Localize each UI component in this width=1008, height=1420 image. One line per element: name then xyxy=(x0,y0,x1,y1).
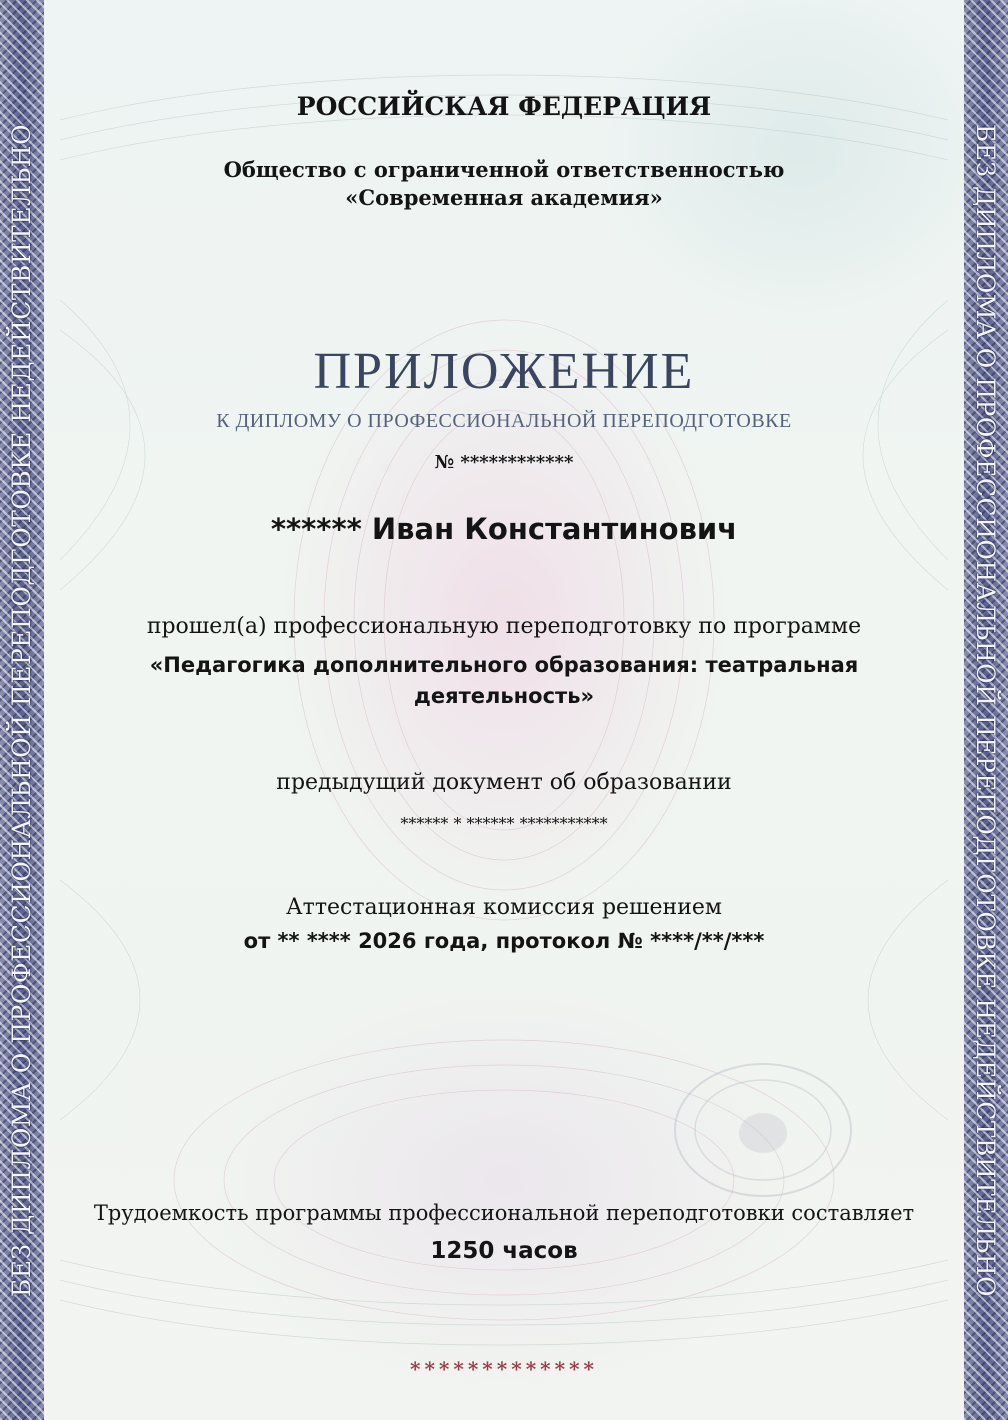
commission-decision: от ** **** 2026 года, протокол № ****/**/*** xyxy=(243,929,765,953)
labor-hours: 1250 часов xyxy=(430,1238,578,1264)
right-security-border xyxy=(964,0,1008,1420)
labor-intensity-label: Трудоемкость программы профессиональной переподготовки составляет xyxy=(93,1201,915,1225)
program-name-line1: «Педагогика дополнительного образования: театральная xyxy=(149,653,859,677)
program-intro: прошел(а) профессиональную переподготовку по программе xyxy=(146,614,862,639)
program-name-line2: деятельность» xyxy=(413,684,595,708)
document-subtitle: К ДИПЛОМУ О ПРОФЕССИОНАЛЬНОЙ ПЕРЕПОДГОТОВКЕ xyxy=(216,410,792,432)
right-border-text: БЕЗ ДИПЛОМА О ПРОФЕССИОНАЛЬНОЙ ПЕРЕПОДГОТОВКЕ НЕДЕЙСТВИТЕЛЬНО xyxy=(971,123,1001,1297)
country-heading: РОССИЙСКАЯ ФЕДЕРАЦИЯ xyxy=(296,92,712,121)
previous-document-label: предыдущий документ об образовании xyxy=(276,770,732,795)
organization-name: «Современная академия» xyxy=(345,185,663,210)
document-title: ПРИЛОЖЕНИЕ xyxy=(313,343,695,400)
left-border-text: БЕЗ ДИПЛОМА О ПРОФЕССИОНАЛЬНОЙ ПЕРЕПОДГОТОВКЕ НЕДЕЙСТВИТЕЛЬНО xyxy=(7,123,37,1297)
faint-seal-stamp xyxy=(668,1055,858,1205)
document-number: № ************ xyxy=(434,452,574,473)
blank-serial-number: ************* xyxy=(410,1357,598,1381)
organization-type: Общество с ограниченной ответственностью xyxy=(223,157,785,182)
commission-label: Аттестационная комиссия решением xyxy=(286,895,722,920)
previous-document-value: ****** * ****** *********** xyxy=(400,814,608,833)
left-security-border xyxy=(0,0,44,1420)
recipient-name: ****** Иван Константинович xyxy=(270,512,738,546)
